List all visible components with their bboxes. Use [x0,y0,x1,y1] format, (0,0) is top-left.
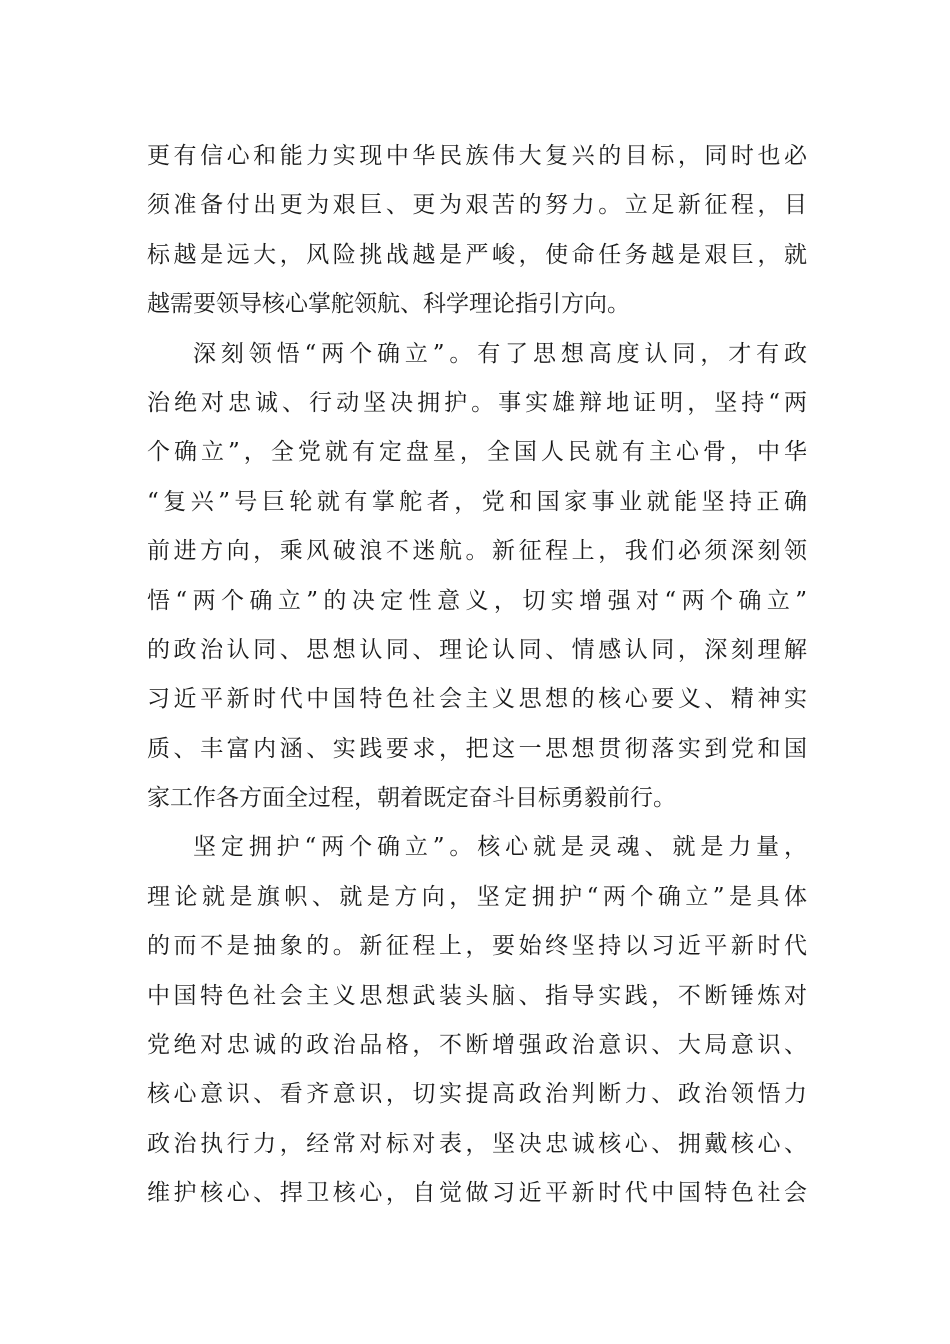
text-line: 治绝对忠诚、行动坚决拥护。事实雄辩地证明，坚持“两 [147,389,807,416]
text-line: 习近平新时代中国特色社会主义思想的核心要义、精神实 [147,686,807,713]
text-line: 中国特色社会主义思想武装头脑、指导实践，不断锤炼对 [147,982,807,1009]
text-line: 质、丰富内涵、实践要求，把这一思想贯彻落实到党和国 [147,735,807,762]
text-line: 的而不是抽象的。新征程上，要始终坚持以习近平新时代 [147,933,807,960]
text-line: 理论就是旗帜、就是方向，坚定拥护“两个确立”是具体 [147,883,807,910]
text-line: 核心意识、看齐意识，切实提高政治判断力、政治领悟力 [147,1081,807,1108]
text-line: 个确立”，全党就有定盘星，全国人民就有主心骨，中华 [147,439,807,466]
text-line: 前进方向，乘风破浪不迷航。新征程上，我们必须深刻领 [147,538,807,565]
text-line: 家工作各方面全过程，朝着既定奋斗目标勇毅前行。 [147,785,676,812]
text-line: 越需要领导核心掌舵领航、科学理论指引方向。 [147,291,630,318]
text-line: 须准备付出更为艰巨、更为艰苦的努力。立足新征程，目 [147,192,807,219]
text-line: “复兴”号巨轮就有掌舵者，党和国家事业就能坚持正确 [147,488,807,515]
text-line: 的政治认同、思想认同、理论认同、情感认同，深刻理解 [147,636,807,663]
text-line: 更有信心和能力实现中华民族伟大复兴的目标，同时也必 [147,143,807,169]
text-line: 政治执行力，经常对标对表，坚决忠诚核心、拥戴核心、 [147,1130,807,1157]
text-line: 维护核心、捍卫核心，自觉做习近平新时代中国特色社会 [147,1180,807,1207]
text-line: 深刻领悟“两个确立”。有了思想高度认同，才有政 [193,340,807,367]
text-line: 坚定拥护“两个确立”。核心就是灵魂、就是力量， [193,834,807,861]
text-line: 悟“两个确立”的决定性意义，切实增强对“两个确立” [147,587,807,614]
paragraph-3 [147,823,807,1218]
paragraph-1 [147,132,807,330]
document-body [147,132,807,1219]
text-line: 党绝对忠诚的政治品格，不断增强政治意识、大局意识、 [147,1032,807,1059]
paragraph-2 [147,330,807,824]
text-line: 标越是远大，风险挑战越是严峻，使命任务越是艰巨，就 [147,241,807,268]
